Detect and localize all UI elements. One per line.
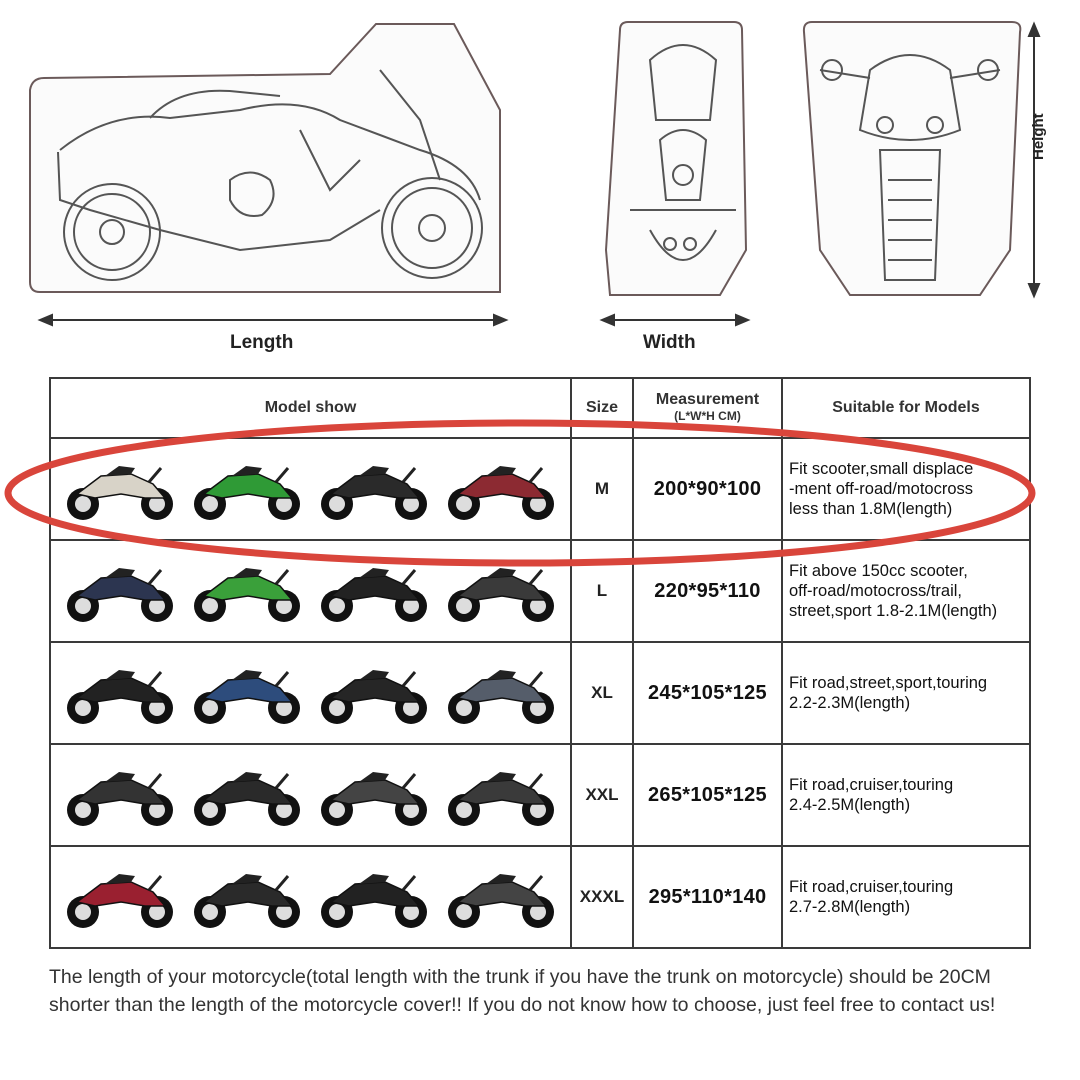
size-cell: XXXL [571, 846, 633, 948]
header-size: Size [571, 378, 633, 438]
model-show-cell [50, 540, 571, 642]
top-view-cover-outline [606, 22, 746, 295]
length-arrow [40, 315, 506, 325]
motorcycle-image [315, 760, 433, 830]
motorcycle-image [442, 658, 560, 728]
motorcycle-image [315, 454, 433, 524]
header-measurement-title: Measurement [655, 391, 760, 408]
suitable-models-line: 2.4-2.5M(length) [789, 796, 911, 814]
cover-dimension-diagram [0, 0, 1080, 370]
table-row [50, 642, 1030, 744]
suitable-models-cell [782, 540, 1030, 642]
suitable-models-line: 2.2-2.3M(length) [789, 694, 911, 712]
header-measurement-unit: (L*W*H CM) [674, 409, 741, 423]
height-arrow [1029, 24, 1039, 296]
size-advice-note: The length of your motorcycle(total length with the trunk if you have the trunk on motorcycle) should be 20CM shorter than the length of the motorcycle cover!! If you do not know how to choose, just feel free to contact us! [49, 966, 996, 1016]
motorcycle-image [442, 556, 560, 626]
model-show-cell [50, 438, 571, 540]
size-cell: XXL [571, 744, 633, 846]
table-row [50, 846, 1030, 948]
motorcycle-image [315, 862, 433, 932]
suitable-models-line: -ment off-road/motocross [789, 480, 974, 498]
motorcycle-image [61, 760, 179, 830]
suitable-models-line: Fit road,street,sport,touring [789, 674, 988, 692]
suitable-models-cell [782, 642, 1030, 744]
table-header-row [50, 378, 1030, 438]
height-label: Height [1030, 113, 1047, 160]
size-cell: M [571, 438, 633, 540]
suitable-models-cell [782, 744, 1030, 846]
front-view-cover-outline [804, 22, 1020, 295]
motorcycle-image [442, 862, 560, 932]
motorcycle-image [188, 556, 306, 626]
motorcycle-image [442, 454, 560, 524]
measurement-cell: 295*110*140 [633, 846, 782, 948]
width-arrow [602, 315, 748, 325]
size-cell: L [571, 540, 633, 642]
measurement-cell: 220*95*110 [633, 540, 782, 642]
side-view-cover-outline [30, 24, 500, 292]
suitable-models-line: street,sport 1.8-2.1M(length) [789, 602, 998, 620]
suitable-models-line: Fit scooter,small displace [789, 460, 974, 478]
motorcycle-image [61, 454, 179, 524]
header-suitable-models: Suitable for Models [782, 378, 1030, 438]
suitable-models-line: 2.7-2.8M(length) [789, 898, 911, 916]
motorcycle-image [188, 454, 306, 524]
measurement-cell: 245*105*125 [633, 642, 782, 744]
table-row [50, 438, 1030, 540]
measurement-cell: 200*90*100 [633, 438, 782, 540]
model-show-cell [50, 642, 571, 744]
motorcycle-image [61, 556, 179, 626]
model-show-cell [50, 846, 571, 948]
motorcycle-image [442, 760, 560, 830]
motorcycle-image [315, 658, 433, 728]
size-chart-table [49, 377, 1031, 949]
header-measurement [633, 378, 782, 438]
suitable-models-line: Fit above 150cc scooter, [789, 562, 968, 580]
header-model-show: Model show [50, 378, 571, 438]
suitable-models-cell [782, 846, 1030, 948]
width-label: Width [643, 332, 696, 353]
suitable-models-cell [782, 438, 1030, 540]
motorcycle-image [61, 862, 179, 932]
size-cell: XL [571, 642, 633, 744]
suitable-models-line: off-road/motocross/trail, [789, 582, 963, 600]
table-row [50, 540, 1030, 642]
model-show-cell [50, 744, 571, 846]
suitable-models-line: Fit road,cruiser,touring [789, 776, 954, 794]
measurement-cell: 265*105*125 [633, 744, 782, 846]
suitable-models-line: Fit road,cruiser,touring [789, 878, 954, 896]
motorcycle-image [188, 760, 306, 830]
suitable-models-line: less than 1.8M(length) [789, 500, 953, 518]
motorcycle-image [188, 862, 306, 932]
table-row [50, 744, 1030, 846]
motorcycle-image [188, 658, 306, 728]
motorcycle-image [61, 658, 179, 728]
motorcycle-image [315, 556, 433, 626]
length-label: Length [230, 332, 294, 353]
